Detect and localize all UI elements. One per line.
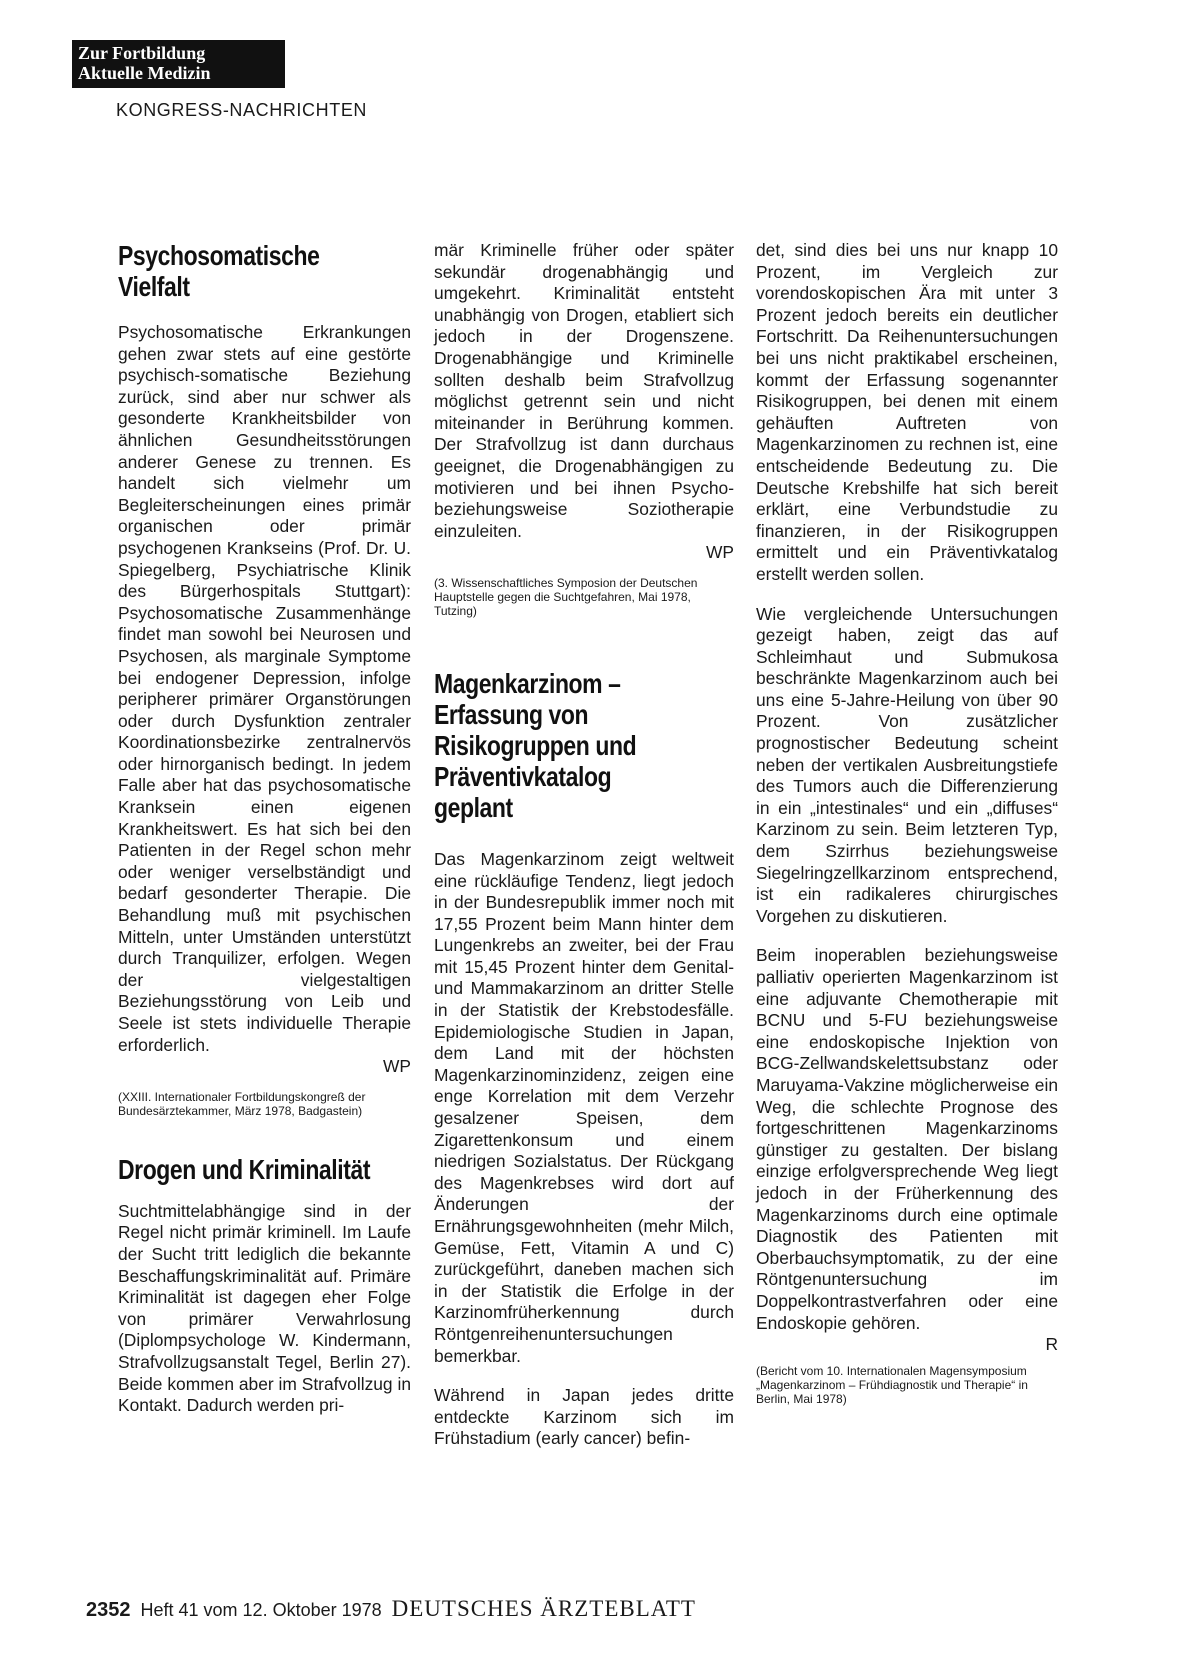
- article-body-psychosomatik: Psychosomatische Erkrankungen gehen zwar stets auf eine gestörte psychisch-somatische Beziehung zurück, sind aber nur schwer als gesonderte Krankheitsbilder von ähnlichen Gesundheitsstörungen anderer Genese zu trennen. Es handelt sich vielmehr um Begleiterscheinungen eines primär organischen oder primär psychogenen Krankseins (Prof. Dr. U. Spiegelberg, Psychiatrische Klinik des Bürgerhospitals Stuttgart): Psychosomatische Zusammenhänge findet man sowohl bei Neurosen und Psychosen, als marginale Symptome bei endogener Depression, infolge peripherer primärer Organstörungen oder durch Dysfunktion zentraler Koordinationsbezirke zentralnervös oder hirnorganisch bedingt. In jedem Falle aber hat das psychosomatische Kranksein einen eigenen Krankheitswert. Es hat sich bei den Patienten in der Regel schon mehr oder weniger verselbständigt und bedarf gesonderter Therapie. Die Behandlung muß mit psychischen Mitteln, unter Umständen unterstützt durch Tranquilizer, erfolgen. Wegen der vielgestaltigen Beziehungsstörung von Leib und Seele ist stets individuelle Therapie erforderlich.: [118, 322, 411, 1055]
- article-signature: WP: [382, 1056, 411, 1077]
- article-body-magenkarzinom-para2-part1: Während in Japan jedes dritte entdeckte Karzinom sich im Frühstadium (early cancer) befin-: [434, 1385, 734, 1449]
- article-body-magenkarzinom-para2-part2: det, sind dies bei uns nur knapp 10 Prozent, im Vergleich zur vorendoskopischen Ära mit unter 3 Prozent jedoch bereits ein deutlicher Fortschritt. Da Reihenuntersuchungen bei uns nicht praktikabel erscheinen, kommt der Erfassung sogenannter Risikogruppen, bei denen mit einem gehäuften Auftreten von Magenkarzinomen zu rechnen ist, eine entscheidende Bedeutung zu. Die Deutsche Krebshilfe hat sich bereit erklärt, eine Verbundstudie zu finanzieren, in der Risikogruppen ermittelt und ein Präventivkatalog erstellt werden sollen.: [756, 240, 1058, 584]
- signature-row: [756, 1334, 1058, 1356]
- article-title-magenkarzinom: Magenkarzinom – Erfassung von Risikogruppen und Präventivkatalog geplant: [434, 667, 637, 823]
- article-signature: WP: [705, 542, 734, 563]
- article-body-magenkarzinom-para1: Das Magenkarzinom zeigt weltweit eine rückläufige Tendenz, liegt jedoch in der Bundesrepublik immer noch mit 17,55 Prozent beim Mann hinter dem Lungenkrebs an zweiter, bei der Frau mit 15,45 Prozent hinter dem Genital- und Mammakarzinom an dritter Stelle in der Statistik der Krebstodesfälle. Epidemiologische Studien in Japan, dem Land mit der höchsten Magenkarzinominzidenz, zeigen eine enge Korrelation mit dem Verzehr gesalzener Speisen, dem Zigarettenkonsum und einem niedrigen Sozialstatus. Der Rückgang des Magenkrebses wird dort auf Änderungen der Ernährungsgewohnheiten (mehr Milch, Gemüse, Fett, Vitamin A und C) zurückgeführt, daneben machen sich in der Statistik die Erfolge in der Karzinomfrüherkennung durch Röntgenreihenuntersuchungen bemerkbar.: [434, 848, 734, 1366]
- section-label: KONGRESS-NACHRICHTEN: [116, 100, 368, 120]
- page-footer: [86, 1596, 696, 1622]
- column-3: [756, 240, 1058, 1406]
- column-1: [118, 240, 411, 1417]
- article-reference: (Bericht vom 10. Internationalen Magensymposium „Magenkarzinom – Frühdiagnostik und Therapie“ in Berlin, Mai 1978): [756, 1363, 1028, 1406]
- article-body-magenkarzinom-para4: Beim inoperablen beziehungsweise palliativ operierten Magenkarzinom ist eine adjuvante Chemotherapie mit BCNU und 5-FU beziehungsweise eine endoskopische Injektion von BCG-Zellwandskelettsubstanz oder Maruyama-Vakzine möglicherweise ein Weg, die schlechte Prognose des fortgeschrittenen Magenkarzinoms günstiger zu gestalten. Der bislang einzige erfolgversprechende Weg liegt jedoch in der Früherkennung des Magenkarzinoms durch eine optimale Diagnostik des Patienten mit Oberbauchsymptomatik, zu der eine Röntgenuntersuchung im Doppelkontrastverfahren oder eine Endoskopie gehören.: [756, 945, 1058, 1333]
- issue-info: Heft 41 vom 12. Oktober 1978: [140, 1600, 382, 1620]
- article-signature: R: [1045, 1334, 1058, 1355]
- page-number: 2352: [86, 1599, 131, 1621]
- article-reference: (3. Wissenschaftliches Symposion der Deutschen Hauptstelle gegen die Suchtgefahren, Mai 1978, Tutzing): [434, 575, 698, 618]
- article-body-drogen-part2: mär Kriminelle früher oder später sekundär drogenabhängig und umgekehrt. Kriminalität entsteht unabhängig von Drogen, etabliert sich jedoch in der Drogenszene. Drogenabhängige und Kriminelle sollten deshalb beim Strafvollzug möglichst getrennt sein und nicht miteinander in Berührung kommen. Der Strafvollzug ist dann durchaus geeignet, die Drogenabhängigen zu motivieren und bei ihnen Psycho- beziehungsweise Soziotherapie einzuleiten.: [434, 240, 734, 541]
- signature-row: [118, 1056, 411, 1078]
- journal-name: DEUTSCHES ÄRZTEBLATT: [391, 1596, 696, 1621]
- article-title-drogen: Drogen und Kriminalität: [118, 1153, 371, 1185]
- masthead-line-1: Zur Fortbildung: [78, 43, 206, 63]
- column-2: [434, 240, 734, 1450]
- masthead: [72, 40, 285, 88]
- signature-row: [434, 542, 734, 564]
- masthead-line-2: Aktuelle Medizin: [78, 63, 211, 83]
- article-body-magenkarzinom-para3: Wie vergleichende Untersuchungen gezeigt haben, zeigt das auf Schleimhaut und Submukosa beschränkte Magenkarzinom auch bei uns eine 5-Jahre-Heilung von über 90 Prozent. Von zusätzlicher prognostischer Bedeutung scheint neben der vertikalen Ausbreitungstiefe des Tumors auch die Differenzierung in ein „intestinales“ und ein „diffuses“ Karzinom zu sein. Beim letzteren Typ, dem Szirrhus beziehungsweise Siegelringzellkarzinom entsprechend, ist ein radikaleres chirurgisches Vorgehen zu diskutieren.: [756, 603, 1058, 926]
- article-body-drogen-part1: Suchtmittelabhängige sind in der Regel nicht primär kriminell. Im Laufe der Sucht tritt lediglich die bekannte Beschaffungskriminalität auf. Primäre Kriminalität ist dagegen eher Folge von primärer Verwahrlosung (Diplompsychologe W. Kindermann, Strafvollzugsanstalt Tegel, Berlin 27). Beide kommen aber im Strafvollzug in Kontakt. Dadurch werden pri-: [118, 1200, 411, 1416]
- article-title-psychosomatik: Psychosomatische Vielfalt: [118, 240, 320, 302]
- article-reference: (XXIII. Internationaler Fortbildungskongreß der Bundesärztekammer, März 1978, Badgastein): [118, 1089, 366, 1118]
